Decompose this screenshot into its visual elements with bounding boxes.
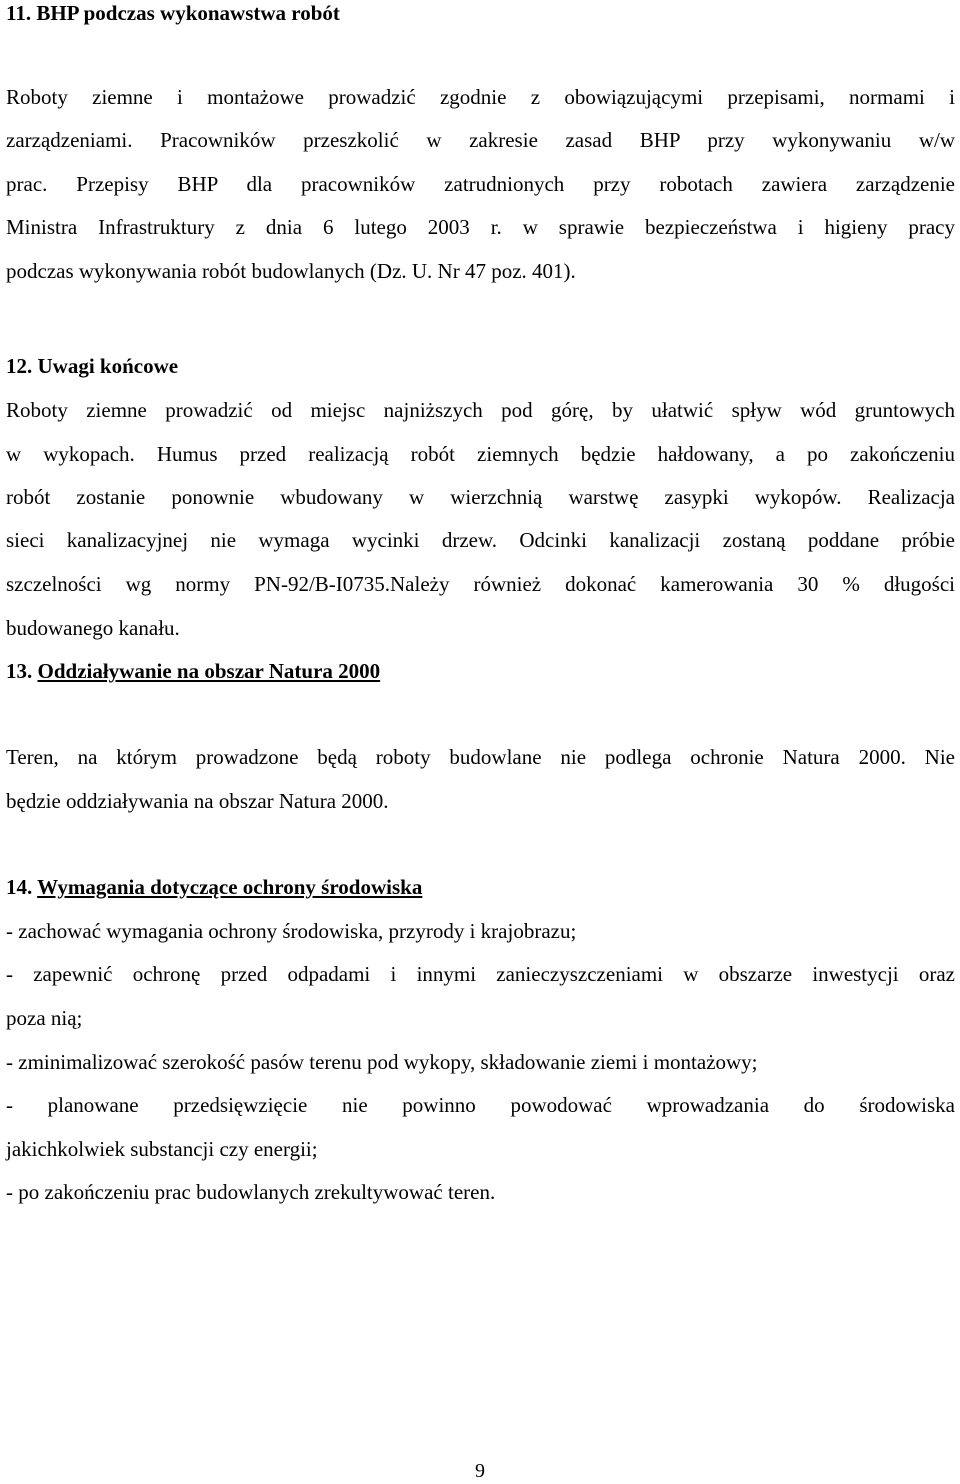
section-12-heading: 12. Uwagi końcowe [6,354,179,378]
section-14-line-4: - zminimalizować szerokość pasów terenu pod wykopy, składowanie ziemi i montażowy; [6,1050,758,1074]
section-12-line-3: robót zostanie ponownie wbudowany w wierzchnią warstwę zasypki wykopów. Realizacja [6,485,955,509]
section-14-line-6: jakichkolwiek substancji czy energii; [6,1137,318,1161]
section-12-line-1: Roboty ziemne prowadzić od miejsc najniższych pod górę, by ułatwić spływ wód gruntowych [6,398,955,422]
section-14-title: Wymagania dotyczące ochrony środowiska [37,875,423,899]
section-14-number: 14. [6,875,33,899]
section-11-line-4: Ministra Infrastruktury z dnia 6 lutego 2003 r. w sprawie bezpieczeństwa i higieny pracy [6,215,955,239]
section-12-line-6: budowanego kanału. [6,616,180,640]
section-12-line-4: sieci kanalizacyjnej nie wymaga wycinki drzew. Odcinki kanalizacji zostaną poddane próbie [6,528,955,552]
section-14-line-1: - zachować wymagania ochrony środowiska, przyrody i krajobrazu; [6,919,577,943]
section-13-line-2: będzie oddziaływania na obszar Natura 2000. [6,789,389,813]
page-number: 9 [475,1460,485,1482]
section-13-line-1: Teren, na którym prowadzone będą roboty budowlane nie podlega ochronie Natura 2000. Nie [6,745,955,769]
section-11-line-2: zarządzeniami. Pracowników przeszkolić w zakresie zasad BHP przy wykonywaniu w/w [6,128,955,152]
section-14-line-3: poza nią; [6,1006,83,1030]
section-14-heading [6,874,422,900]
section-12-line-5: szczelności wg normy PN-92/B-I0735.Należy również dokonać kamerowania 30 % długości [6,572,955,596]
section-14-line-5: - planowane przedsięwzięcie nie powinno powodować wprowadzania do środowiska [6,1093,955,1117]
section-11-line-5: podczas wykonywania robót budowlanych (Dz. U. Nr 47 poz. 401). [6,259,576,283]
section-13-title: Oddziaływanie na obszar Natura 2000 [37,659,381,683]
section-12-line-2: w wykopach. Humus przed realizacją robót ziemnych będzie hałdowany, a po zakończeniu [6,442,955,466]
section-11-line-1: Roboty ziemne i montażowe prowadzić zgodnie z obowiązującymi przepisami, normami i [6,85,955,109]
section-14-line-7: - po zakończeniu prac budowlanych zrekultywować teren. [6,1180,496,1204]
section-14-line-2: - zapewnić ochronę przed odpadami i innymi zanieczyszczeniami w obszarze inwestycji oraz [6,962,955,986]
section-11-line-3: prac. Przepisy BHP dla pracowników zatrudnionych przy robotach zawiera zarządzenie [6,172,955,196]
section-13-number: 13. [6,659,33,683]
section-11-heading: 11. BHP podczas wykonawstwa robót [6,1,340,25]
section-13-heading [6,658,380,684]
